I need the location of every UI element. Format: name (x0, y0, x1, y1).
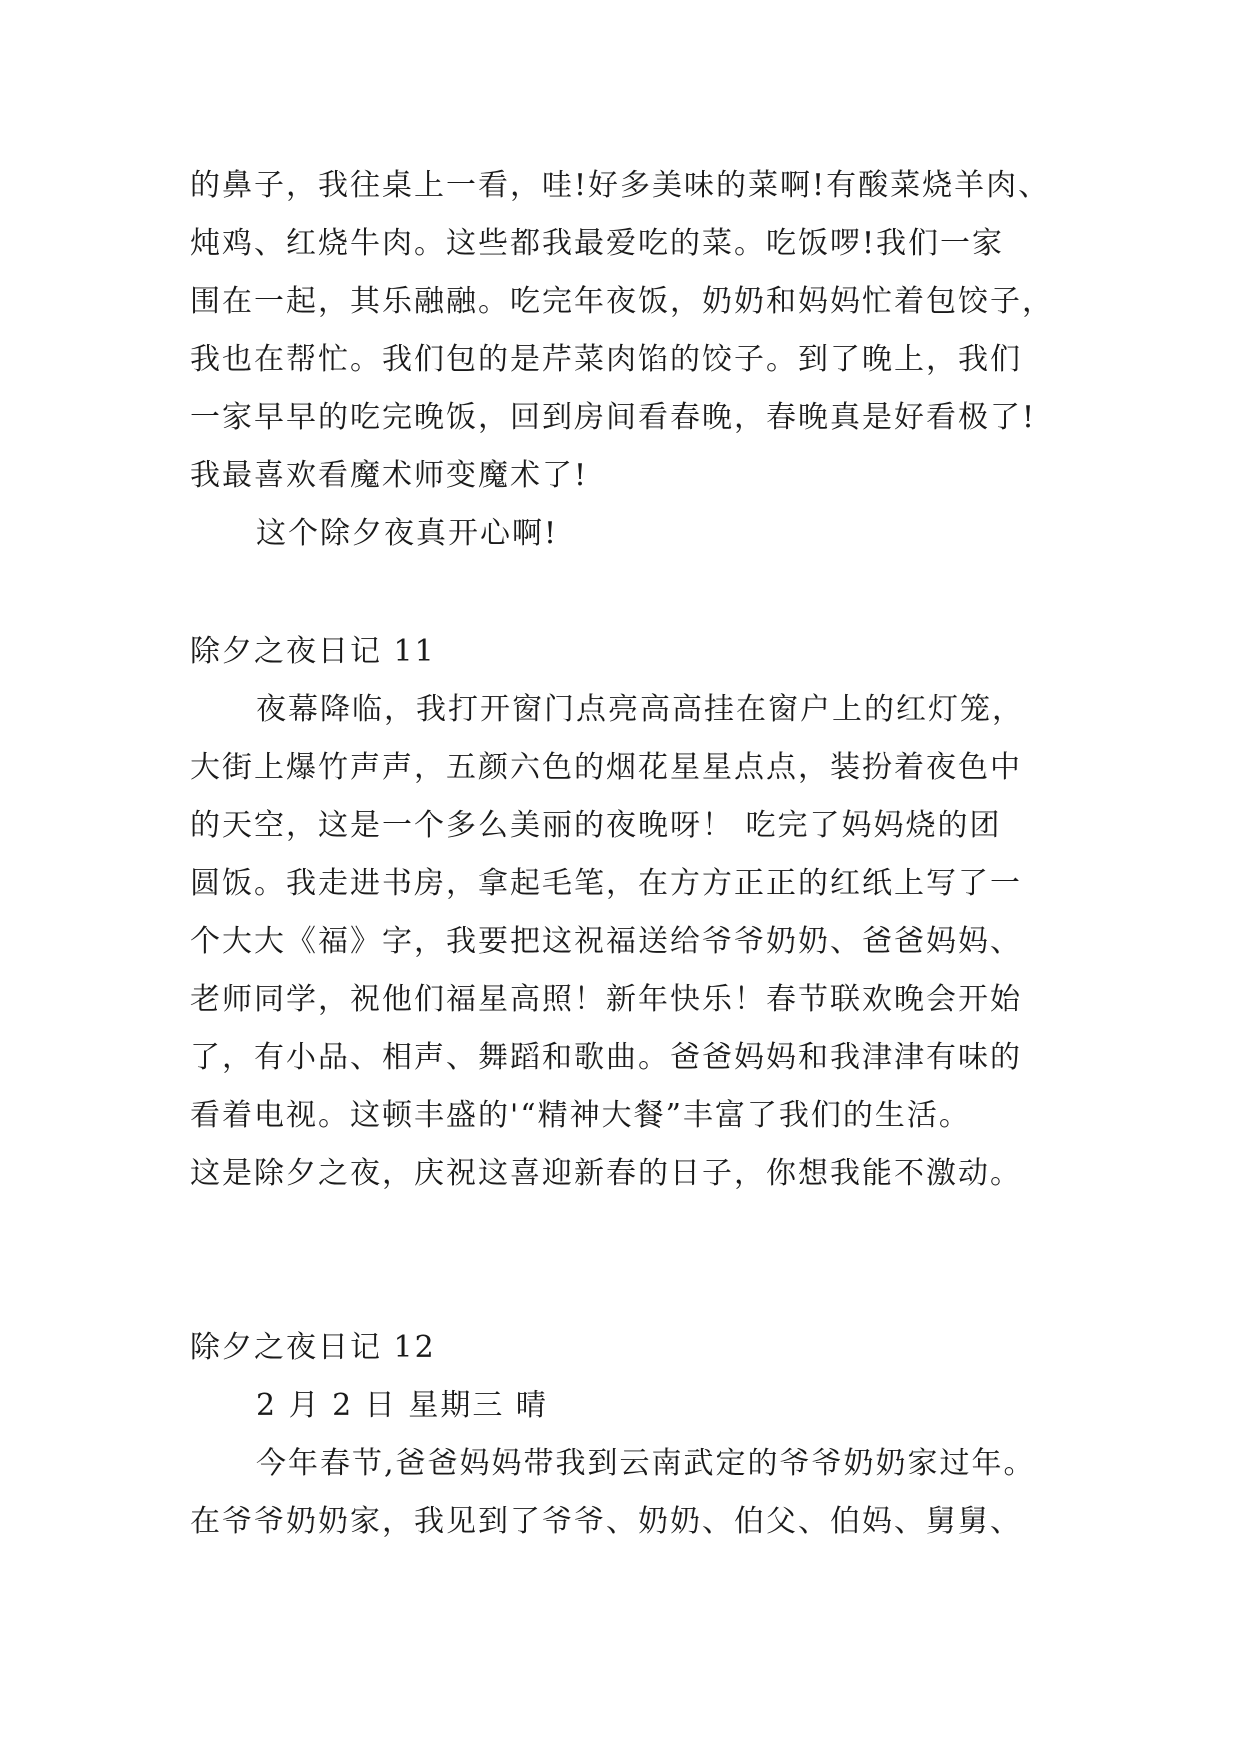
paragraph-line: 在爷爷奶奶家，我见到了爷爷、奶奶、伯父、伯妈、舅舅、 (190, 1504, 1022, 1539)
paragraph-line: 大街上爆竹声声，五颜六色的烟花星星点点，装扮着夜色中 (190, 750, 1022, 785)
paragraph-line: 这是除夕之夜，庆祝这喜迎新春的日子，你想我能不激动。 (190, 1156, 1022, 1191)
closing-line: 这个除夕夜真开心啊! (256, 516, 559, 551)
paragraph-line: 看着电视。这顿丰盛的'“精神大餐”丰富了我们的生活。 (190, 1098, 971, 1133)
paragraph-line: 个大大《福》字，我要把这祝福送给爷爷奶奶、爸爸妈妈、 (190, 924, 1022, 959)
paragraph-line: 我最喜欢看魔术师变魔术了! (190, 458, 589, 493)
document-body (190, 157, 1070, 1551)
section-spacer (190, 1203, 1070, 1319)
paragraph-line: 圆饭。我走进书房，拿起毛笔，在方方正正的红纸上写了一 (190, 866, 1022, 901)
paragraph-line: 一家早早的吃完晚饭，回到房间看春晚，春晚真是好看极了! (190, 400, 1037, 435)
paragraph-line: 我也在帮忙。我们包的是芹菜肉馅的饺子。到了晚上，我们 (190, 342, 1022, 377)
section-spacer (190, 563, 1070, 623)
paragraph-line: 炖鸡、红烧牛肉。这些都我最爱吃的菜。吃饭啰!我们一家 (190, 226, 1005, 261)
paragraph-line: 老师同学，祝他们福星高照！新年快乐！春节联欢晚会开始 (190, 982, 1022, 1017)
diary-title-11: 除夕之夜日记 11 (190, 634, 436, 669)
paragraph-line: 的鼻子，我往桌上一看，哇!好多美味的菜啊!有酸菜烧羊肉、 (190, 168, 1051, 203)
date-weather-line: 2 月 2 日 星期三 晴 (256, 1388, 548, 1423)
diary-title-12: 除夕之夜日记 12 (190, 1330, 436, 1365)
paragraph-line: 围在一起，其乐融融。吃完年夜饭，奶奶和妈妈忙着包饺子， (190, 284, 1054, 319)
paragraph-line: 了，有小品、相声、舞蹈和歌曲。爸爸妈妈和我津津有味的 (190, 1040, 1022, 1075)
paragraph-line: 的天空，这是一个多么美丽的夜晚呀！ 吃完了妈妈烧的团 (190, 808, 1002, 843)
paragraph-line: 今年春节,爸爸妈妈带我到云南武定的爷爷奶奶家过年。 (256, 1446, 1036, 1481)
paragraph-line: 夜幕降临，我打开窗门点亮高高挂在窗户上的红灯笼， (256, 692, 1024, 727)
